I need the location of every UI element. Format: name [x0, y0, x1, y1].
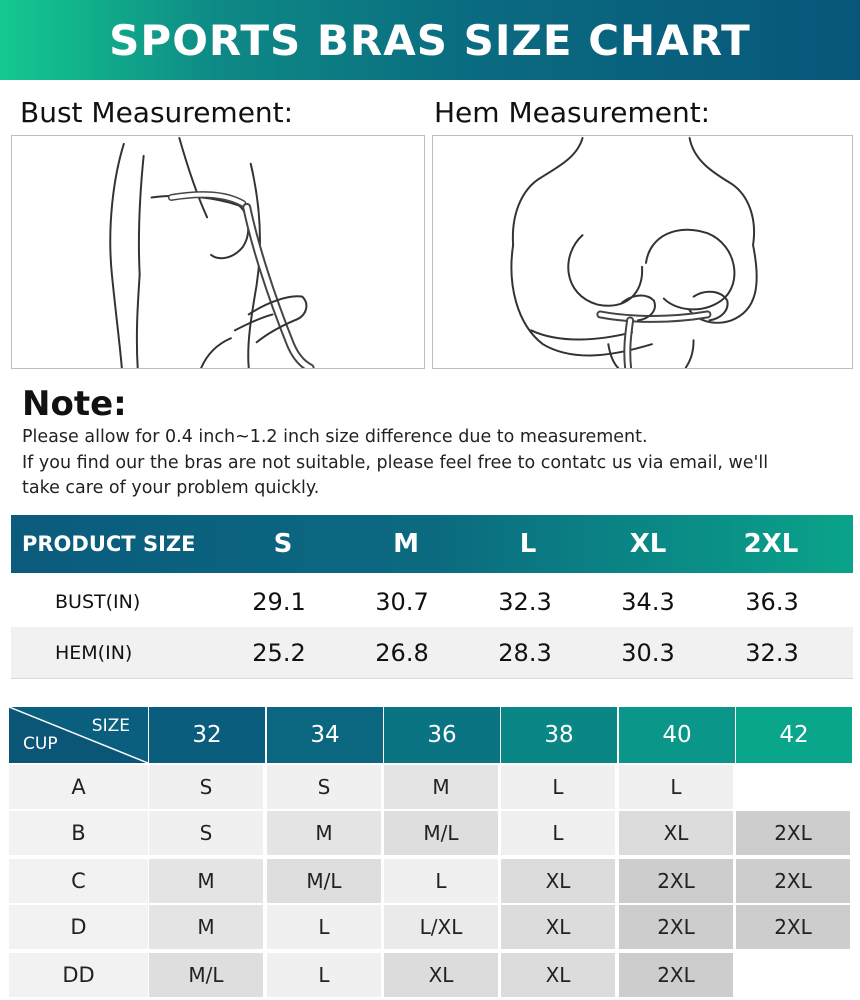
- size-header-s: S: [273, 529, 293, 559]
- size-cell-dd-34: L: [267, 953, 381, 997]
- size-cell-a-36: M: [384, 765, 498, 809]
- bust-row-label: BUST(IN): [55, 591, 141, 613]
- size-cell-d-42: 2XL: [736, 905, 850, 949]
- size-cell-c-42: 2XL: [736, 859, 850, 903]
- size-cell-c-36: L: [384, 859, 498, 903]
- band-header-40: 40: [619, 707, 735, 763]
- band-header-34: 34: [267, 707, 383, 763]
- bust-value-l: 32.3: [498, 588, 552, 616]
- size-cell-c-34: M/L: [267, 859, 381, 903]
- size-cell-b-42: 2XL: [736, 811, 850, 855]
- bust-figure-drawing: [12, 136, 424, 368]
- size-cell-dd-38: XL: [501, 953, 615, 997]
- size-cell-c-40: 2XL: [619, 859, 733, 903]
- page-title: SPORTS BRAS SIZE CHART: [109, 15, 751, 65]
- size-cell-d-34: L: [267, 905, 381, 949]
- size-header-2xl: 2XL: [743, 529, 799, 559]
- note-line-2: If you find our the bras are not suitable, please feel free to contatc us via email, we'll: [22, 453, 769, 473]
- bust-measurement-label: Bust Measurement:: [20, 96, 294, 129]
- size-cell-dd-32: M/L: [149, 953, 263, 997]
- product-size-header-row: [11, 515, 853, 573]
- title-banner: [0, 0, 860, 80]
- band-header-42: 42: [736, 707, 852, 763]
- bust-value-m: 30.7: [375, 588, 429, 616]
- hem-value-m: 26.8: [375, 639, 429, 667]
- size-cell-d-32: M: [149, 905, 263, 949]
- bust-row: [11, 576, 853, 628]
- band-header-38: 38: [501, 707, 617, 763]
- size-cell-d-38: XL: [501, 905, 615, 949]
- hem-value-2xl: 32.3: [745, 639, 799, 667]
- size-cell-a-42: [736, 765, 850, 809]
- size-header-m: M: [393, 529, 419, 559]
- product-size-header-label: PRODUCT SIZE: [22, 532, 196, 556]
- size-header-l: L: [519, 529, 537, 559]
- cup-size-table: [9, 707, 853, 997]
- size-cell-b-40: XL: [619, 811, 733, 855]
- cup-label-a: A: [9, 765, 148, 809]
- hem-measurement-illustration: [432, 135, 853, 369]
- bust-value-2xl: 36.3: [745, 588, 799, 616]
- hem-figure-drawing: [433, 136, 852, 368]
- bust-value-xl: 34.3: [621, 588, 675, 616]
- size-header-xl: XL: [629, 529, 667, 559]
- band-header-36: 36: [384, 707, 500, 763]
- size-cell-a-38: L: [501, 765, 615, 809]
- size-cell-dd-40: 2XL: [619, 953, 733, 997]
- size-cell-c-32: M: [149, 859, 263, 903]
- cup-size-corner-cell: [9, 707, 148, 763]
- cup-label-dd: DD: [9, 953, 148, 997]
- hem-value-s: 25.2: [252, 639, 306, 667]
- hem-value-l: 28.3: [498, 639, 552, 667]
- size-cell-a-32: S: [149, 765, 263, 809]
- size-cell-d-36: L/XL: [384, 905, 498, 949]
- band-header-32: 32: [149, 707, 265, 763]
- note-heading: Note:: [22, 384, 127, 424]
- corner-cup-label: CUP: [23, 734, 58, 754]
- note-line-1: Please allow for 0.4 inch~1.2 inch size difference due to measurement.: [22, 427, 648, 447]
- size-cell-a-34: S: [267, 765, 381, 809]
- size-cell-b-32: S: [149, 811, 263, 855]
- size-cell-b-36: M/L: [384, 811, 498, 855]
- hem-row: [11, 627, 853, 679]
- hem-row-label: HEM(IN): [55, 642, 133, 664]
- size-cell-dd-42: [736, 953, 850, 997]
- size-cell-a-40: L: [619, 765, 733, 809]
- size-cell-b-34: M: [267, 811, 381, 855]
- hem-value-xl: 30.3: [621, 639, 675, 667]
- cup-label-c: C: [9, 859, 148, 903]
- corner-size-label: SIZE: [91, 716, 130, 736]
- bust-measurement-illustration: [11, 135, 425, 369]
- size-cell-d-40: 2XL: [619, 905, 733, 949]
- hem-measurement-label: Hem Measurement:: [434, 96, 711, 129]
- note-line-3: take care of your problem quickly.: [22, 478, 320, 498]
- size-cell-dd-36: XL: [384, 953, 498, 997]
- bust-value-s: 29.1: [252, 588, 306, 616]
- cup-label-b: B: [9, 811, 148, 855]
- size-cell-c-38: XL: [501, 859, 615, 903]
- size-cell-b-38: L: [501, 811, 615, 855]
- cup-label-d: D: [9, 905, 148, 949]
